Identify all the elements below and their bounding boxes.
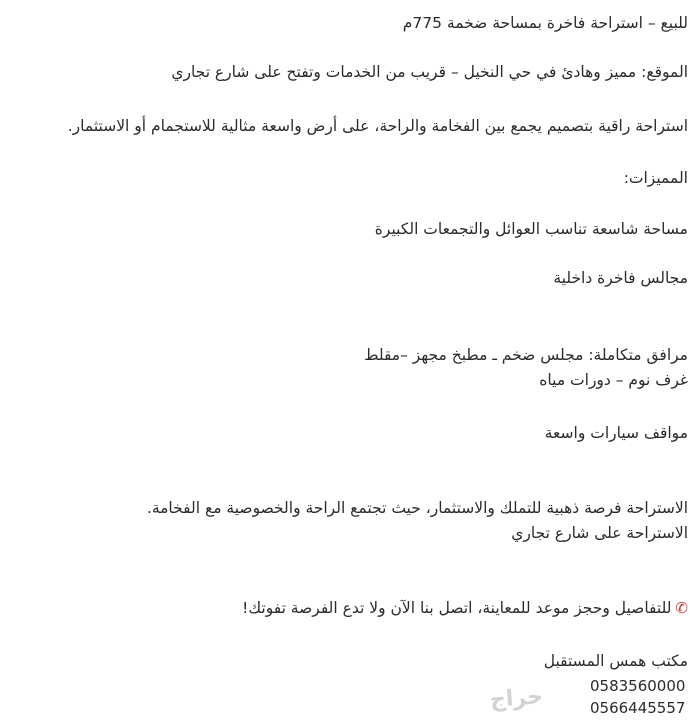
location-line: الموقع: مميز وهادئ في حي النخيل – قريب من الخدمات وتفتح على شارع تجاري (171, 63, 688, 81)
contact-cta (242, 598, 688, 618)
closing-line: الاستراحة فرصة ذهبية للتملك والاستثمار، حيث تجتمع الراحة والخصوصية مع الفخامة. (146, 499, 688, 517)
watermark-logo: حراج (489, 684, 544, 713)
contact-cta-text: للتفاصيل وحجز موعد للمعاينة، اتصل بنا الآن ولا تدع الفرصة تفوتك! (242, 599, 672, 617)
phone-icon: ✆ (675, 599, 688, 617)
closing-line: الاستراحة على شارع تجاري (511, 524, 688, 542)
feature-item: مواقف سيارات واسعة (544, 424, 688, 442)
listing-title: للبيع – استراحة فاخرة بمساحة ضخمة 775م (402, 14, 688, 32)
description-line: استراحة راقية بتصميم يجمع بين الفخامة والراحة، على أرض واسعة مثالية للاستجمام أو الاستثمار. (67, 117, 688, 135)
office-name: مكتب همس المستقبل (543, 652, 688, 670)
phone-number[interactable]: 0583560000 (590, 677, 686, 695)
feature-item: مجالس فاخرة داخلية (553, 269, 688, 287)
phone-number[interactable]: 0566445557 (590, 699, 686, 717)
feature-item: مرافق متكاملة: مجلس ضخم ـ مطبخ مجهز –مقلط (364, 346, 688, 364)
features-heading: المميزات: (623, 169, 688, 187)
feature-item: غرف نوم – دورات مياه (539, 371, 688, 389)
feature-item: مساحة شاسعة تناسب العوائل والتجمعات الكبيرة (374, 220, 688, 238)
